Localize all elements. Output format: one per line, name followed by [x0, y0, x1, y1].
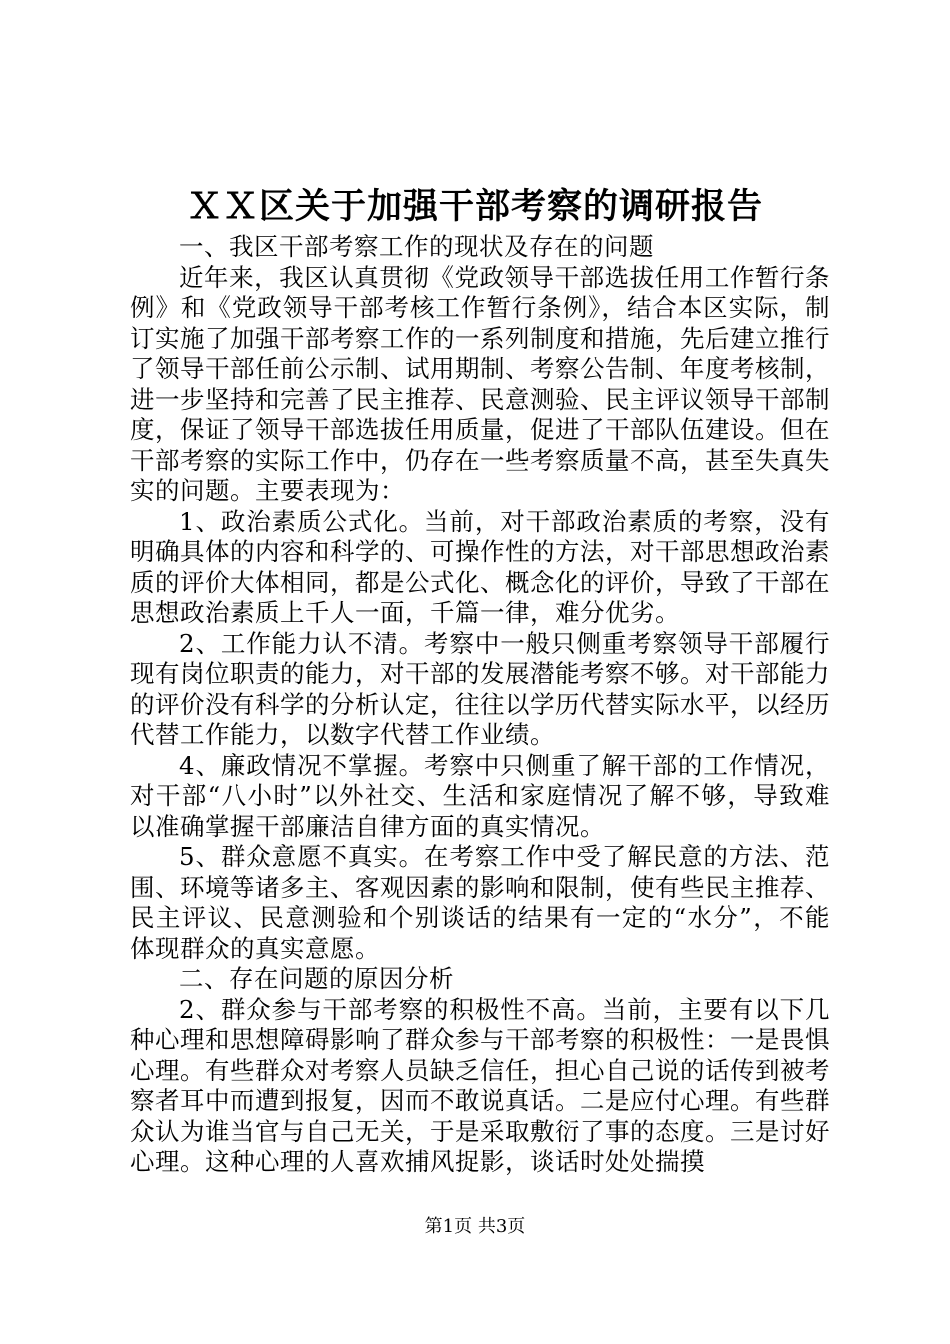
paragraph: 4、廉政情况不掌握。考察中只侧重了解干部的工作情况，对干部“八小时”以外社交、生活和家庭情况了解不够，导致难以准确掌握干部廉洁自律方面的真实情况。	[130, 750, 830, 841]
paragraph: 近年来，我区认真贯彻《党政领导干部选拔任用工作暂行条例》和《党政领导干部考核工作暂行条例》，结合本区实际，制订实施了加强干部考察工作的一系列制度和措施，先后建立推行了领导干部任前公示制、试用期制、考察公告制、年度考核制，进一步坚持和完善了民主推荐、民意测验、民主评议领导干部制度，保证了领导干部选拔任用质量，促进了干部队伍建设。但在干部考察的实际工作中，仍存在一些考察质量不高，甚至失真失实的问题。主要表现为：	[130, 262, 830, 505]
section-heading: 二、存在问题的原因分析	[179, 964, 454, 993]
paragraph: 2、工作能力认不清。考察中一般只侧重考察领导干部履行现有岗位职责的能力，对干部的发展潜能考察不够。对干部能力的评价没有科学的分析认定，往往以学历代替实际水平，以经历代替工作能力，以数字代替工作业绩。	[130, 628, 830, 749]
document-body	[130, 232, 830, 1178]
paragraph: 1、政治素质公式化。当前，对干部政治素质的考察，没有明确具体的内容和科学的、可操作性的方法，对干部思想政治素质的评价大体相同，都是公式化、概念化的评价，导致了干部在思想政治素质上千人一面，千篇一律，难分优劣。	[130, 506, 830, 627]
document-title: ＸＸ区关于加强干部考察的调研报告	[186, 186, 763, 227]
paragraph: 2、群众参与干部考察的积极性不高。当前，主要有以下几种心理和思想障碍影响了群众参与干部考察的积极性：一是畏惧心理。有些群众对考察人员缺乏信任，担心自己说的话传到被考察者耳中而遭到报复，因而不敢说真话。二是应付心理。有些群众认为谁当官与自己无关，于是采取敷衍了事的态度。三是讨好心理。这种心理的人喜欢捕风捉影，谈话时处处揣摸	[130, 994, 830, 1176]
section-heading: 一、我区干部考察工作的现状及存在的问题	[179, 232, 654, 261]
page-footer: 第1页 共3页	[424, 1216, 526, 1237]
paragraph: 5、群众意愿不真实。在考察工作中受了解民意的方法、范围、环境等诸多主、客观因素的影响和限制，使有些民主推荐、民主评议、民意测验和个别谈话的结果有一定的“水分”，不能体现群众的真实意愿。	[130, 842, 830, 963]
